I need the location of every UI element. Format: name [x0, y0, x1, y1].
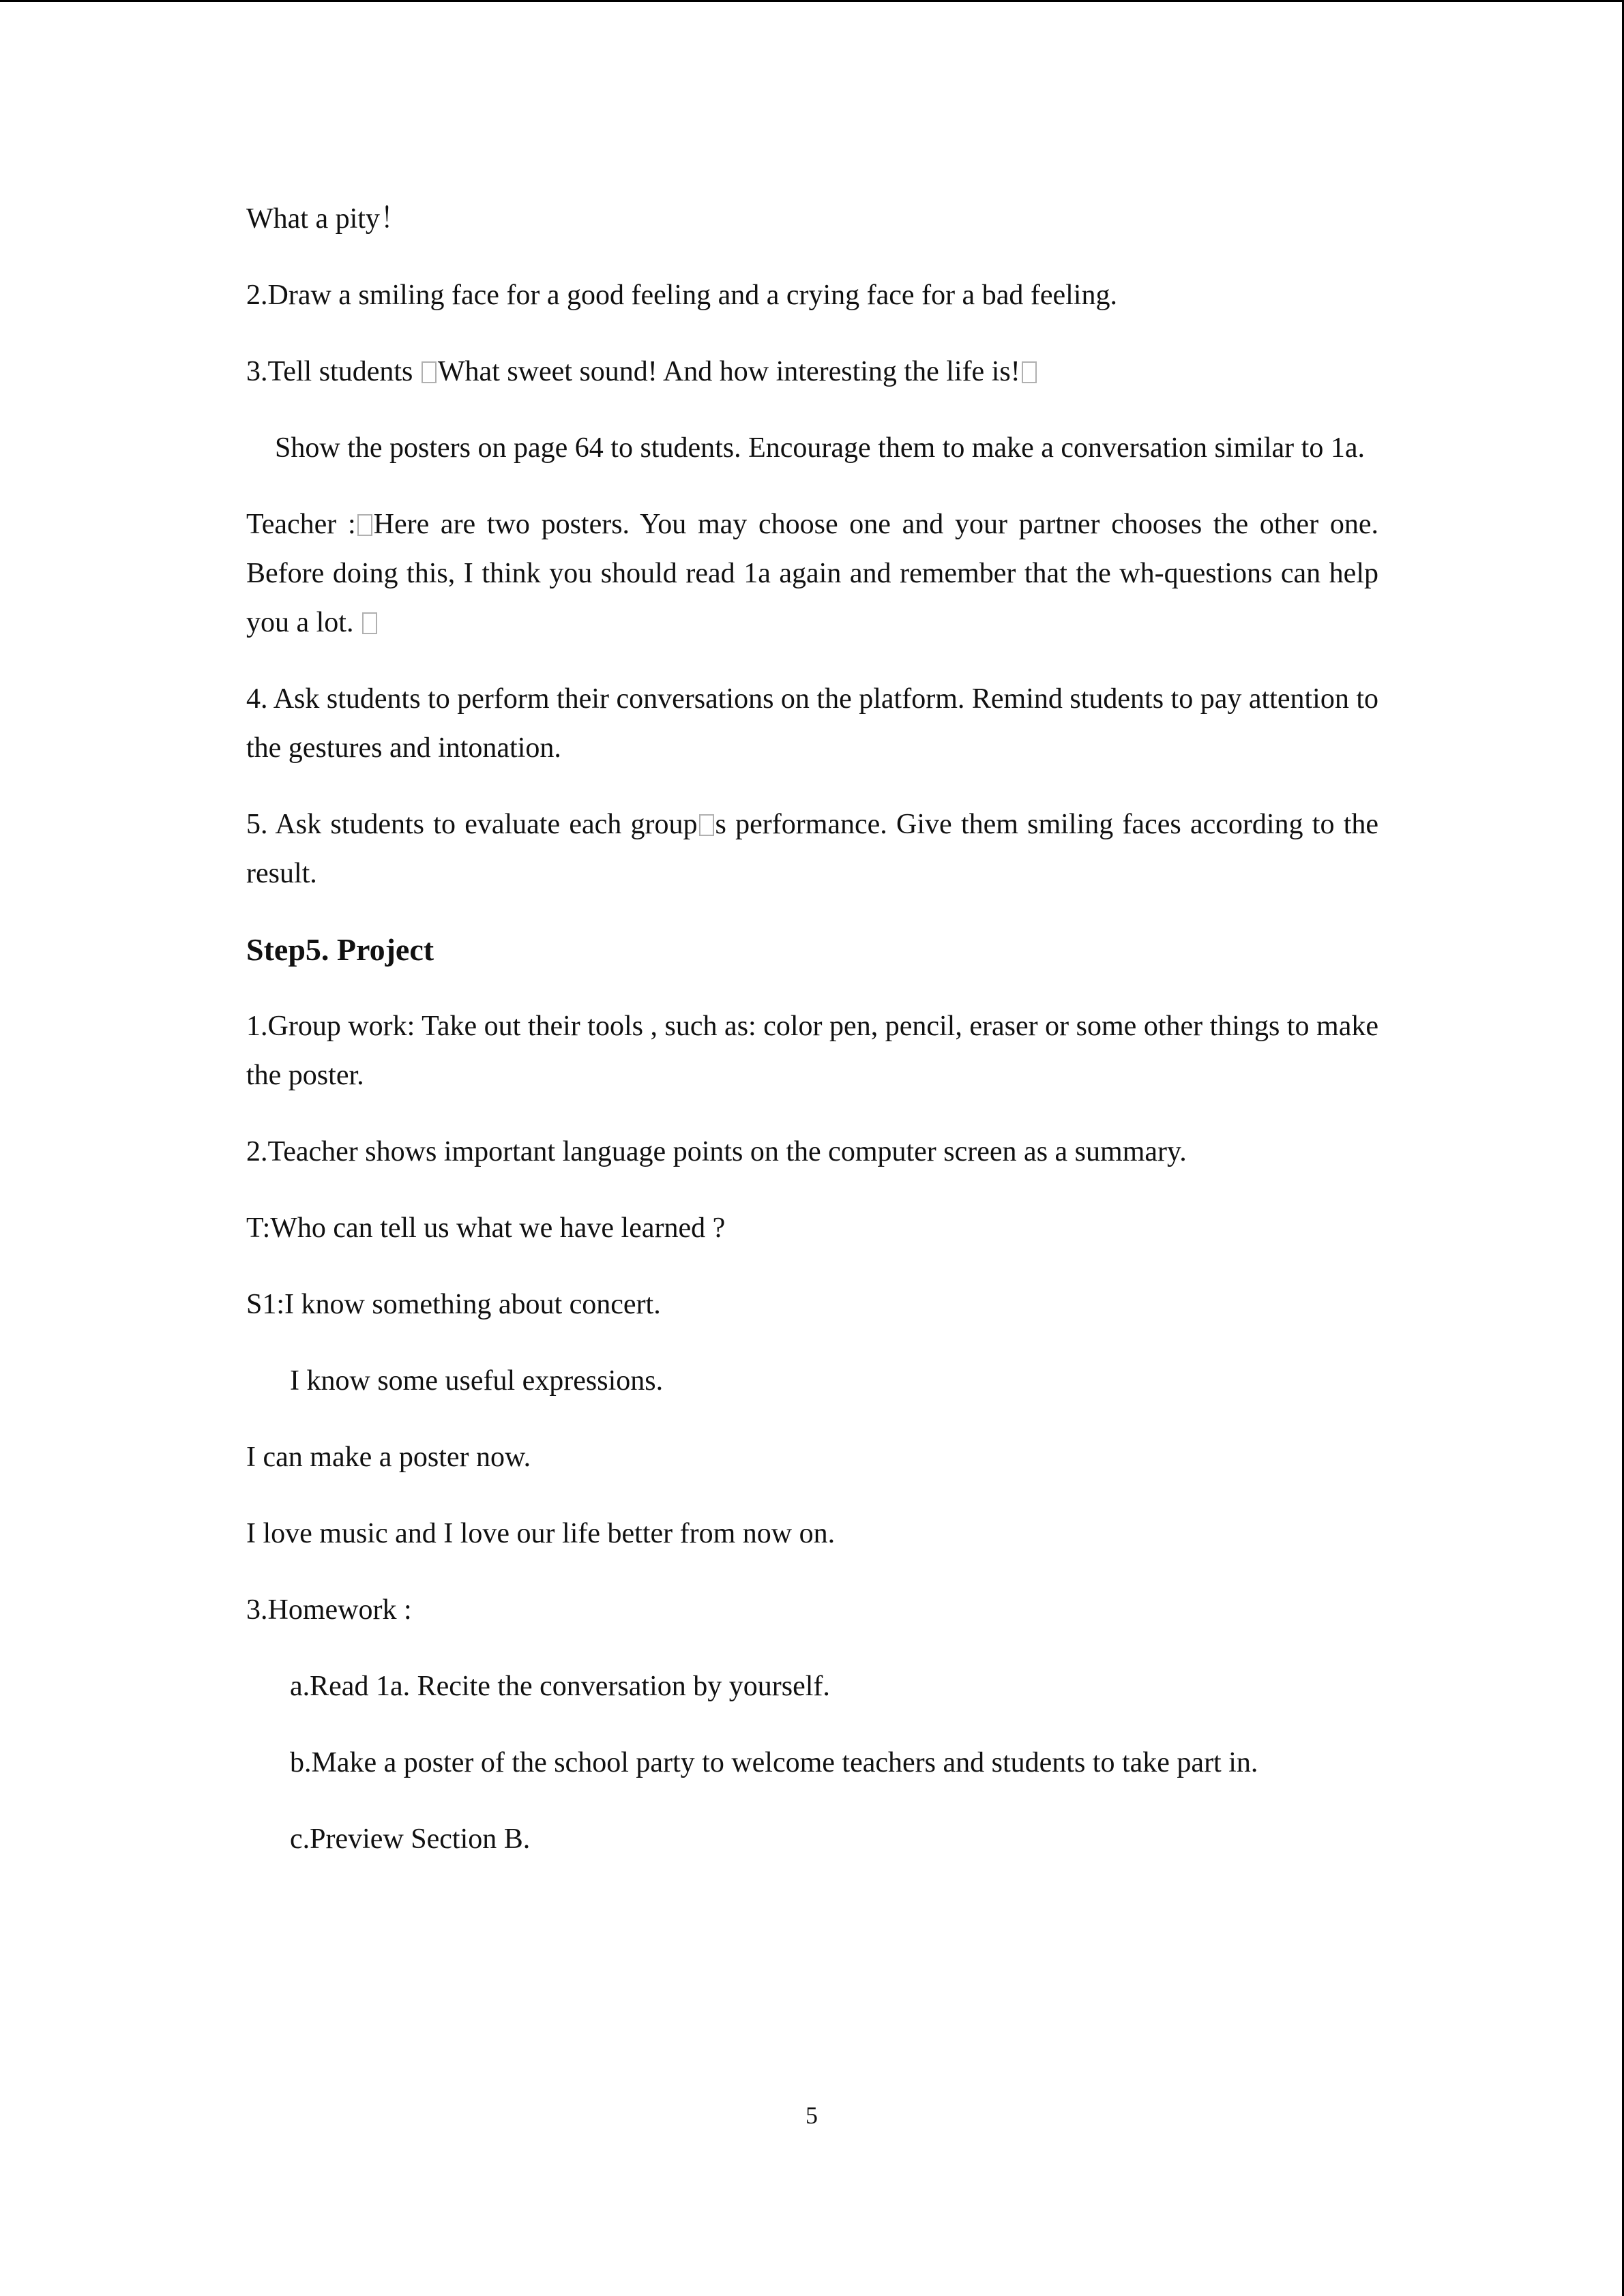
missing-glyph-icon — [422, 361, 437, 383]
paragraph-make-poster: I can make a poster now. — [246, 1442, 531, 1473]
missing-glyph-icon — [362, 612, 377, 634]
missing-glyph-icon — [699, 814, 714, 836]
paragraph-tell-students — [246, 347, 1378, 396]
page-number: 5 — [806, 2102, 818, 2129]
document-body — [246, 194, 1378, 1891]
paragraph-what-a-pity: What a pity！ — [246, 203, 409, 235]
teacher-speech-text: Here are two posters. You may choose one and your partner chooses the other one. Before doing this, I think you should read 1a again and remember that the wh-questions can help you a lot. — [246, 509, 1379, 638]
paragraph-useful-expressions: I know some useful expressions. — [290, 1365, 664, 1397]
paragraph-homework-title: 3.Homework : — [246, 1594, 412, 1626]
top-border — [0, 0, 1624, 2]
paragraph-perform-conversations: 4. Ask students to perform their conversations on the platform. Remind students to pay attention to the gestures and intonation. — [246, 683, 1378, 764]
tell-students-quote: What sweet sound! And how interesting the life is! — [437, 356, 1020, 387]
paragraph-s1-answer: S1:I know something about concert. — [246, 1289, 661, 1320]
paragraph-draw-faces: 2.Draw a smiling face for a good feeling and a crying face for a bad feeling. — [246, 280, 1117, 311]
homework-item-c: c.Preview Section B. — [290, 1823, 531, 1855]
paragraph-group-work: 1.Group work: Take out their tools , such as: color pen, pencil, eraser or some other things to make the poster. — [246, 1011, 1378, 1091]
paragraph-evaluate-groups — [246, 800, 1378, 898]
evaluate-rest: s performance. Give them smiling faces according to the result. — [246, 809, 1379, 889]
homework-item-b: b.Make a poster of the school party to welcome teachers and students to take part in. — [290, 1747, 1258, 1778]
paragraph-show-posters: Show the posters on page 64 to students. Encourage them to make a conversation similar to 1a. — [275, 432, 1365, 464]
homework-item-a: a.Read 1a. Recite the conversation by yourself. — [290, 1671, 830, 1702]
missing-glyph-icon — [357, 514, 372, 536]
evaluate-lead: 5. Ask students to evaluate each group — [246, 809, 698, 840]
paragraph-teacher-shows: 2.Teacher shows important language points on the computer screen as a summary. — [246, 1136, 1187, 1167]
paragraph-love-music: I love music and I love our life better from now on. — [246, 1518, 836, 1549]
missing-glyph-icon — [1022, 361, 1037, 383]
paragraph-teacher-speech — [246, 500, 1378, 647]
teacher-label: Teacher : — [246, 509, 356, 540]
section-heading-step5: Step5. Project — [246, 932, 434, 967]
paragraph-teacher-question: T:Who can tell us what we have learned ? — [246, 1212, 726, 1244]
tell-students-lead: 3.Tell students — [246, 356, 420, 387]
